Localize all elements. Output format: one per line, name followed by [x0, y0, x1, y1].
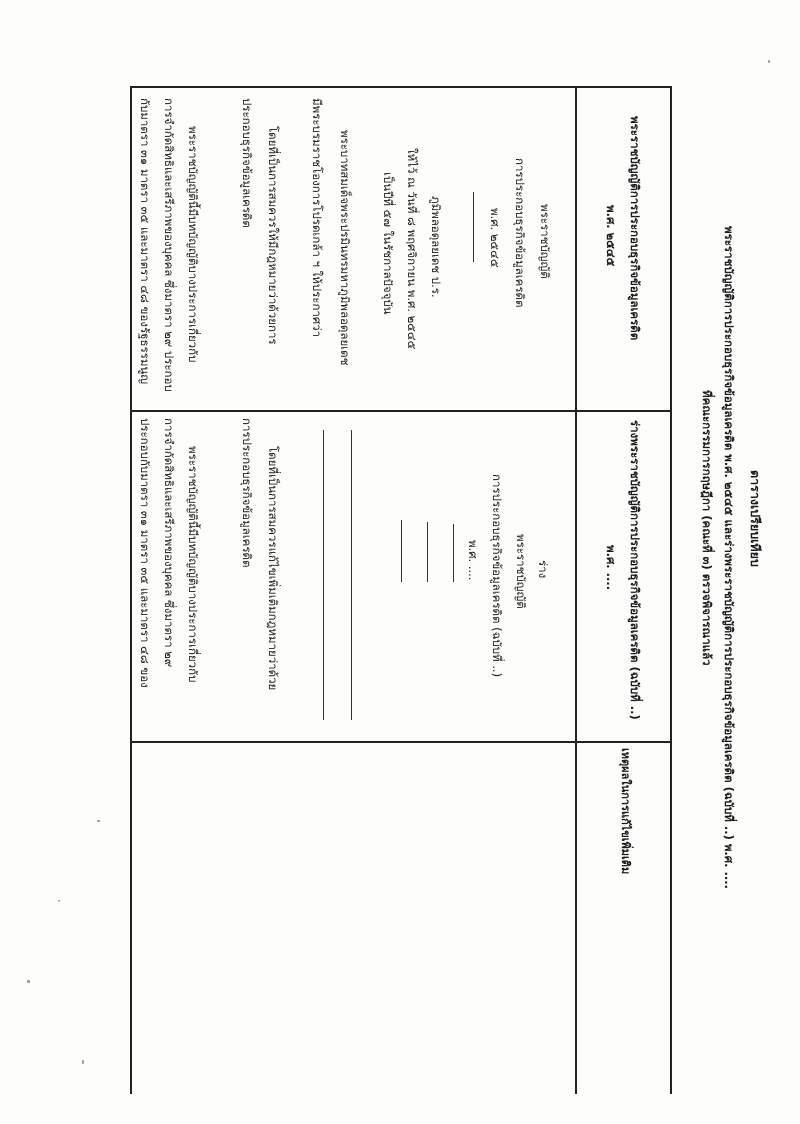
left-column-header-year: พ.ศ. ๒๕๔๕	[604, 205, 618, 267]
scan-speck	[27, 980, 30, 983]
left-royal-name: พระบาทสมเด็จพระปรมินทรมหาภูมิพลอดุลยเดช	[338, 130, 352, 366]
middle-act-name: การประกอบธุรกิจข้อมูลเครดิต (ฉบับที่ ..)	[490, 474, 504, 678]
left-reign: เป็นปีที่ ๕๗ ในรัชกาลปัจจุบัน	[381, 172, 395, 315]
middle-clause-line-2: การจำกัดสิทธิและเสรีภาพของบุคคล ซึ่งมาตรา ๒๙	[162, 418, 176, 668]
table-bottom-border	[131, 86, 133, 1094]
document-subtitle-2: ที่คณะกรรมการกฤษฎีกา (คณะที่ ๓) ตรวจพิจารณาแล้ว	[700, 390, 714, 666]
middle-clause-line-1: พระราชบัญญัตินี้มีบทบัญญัติบางประการเกี่ยวกับ	[186, 446, 200, 683]
scan-speck	[58, 900, 60, 902]
middle-act-year: พ.ศ. ....	[466, 540, 480, 581]
left-clause-line-2: การจำกัดสิทธิและเสรีภาพของบุคคล ซึ่งมาตรา ๒๙ ประกอบ	[162, 98, 176, 392]
left-reason-line-1: โดยที่เป็นการสมควรให้มีกฎหมายว่าด้วยการ	[266, 126, 280, 345]
middle-separator-line-3	[401, 520, 402, 582]
left-act-title: พระราชบัญญัติ	[538, 204, 552, 279]
left-column-header: พระราชบัญญัติการประกอบธุรกิจข้อมูลเครดิต	[628, 116, 642, 341]
column-divider-2	[132, 741, 672, 743]
document-subtitle: พระราชบัญญัติการประกอบธุรกิจข้อมูลเครดิต พ.ศ. ๒๕๔๕ และร่างพระราชบัญญัติการประกอบธุรกิจข้อมูลเครดิต (ฉบับที่ ..) พ.ศ. ....	[722, 226, 736, 889]
middle-separator-line-1	[453, 524, 454, 582]
middle-separator-line-4	[351, 430, 352, 720]
middle-draft-label: ร่าง	[536, 560, 550, 579]
left-date: ให้ไว้ ณ วันที่ ๘ พฤศจิกายน พ.ศ. ๒๕๔๕	[405, 148, 419, 350]
left-decree: มีพระบรมราชโองการโปรดเกล้า ฯ ให้ประกาศว่า	[310, 98, 324, 338]
middle-reason-line-1: โดยที่เป็นการสมควรแก้ไขเพิ่มเติมกฎหมายว่าด้วย	[266, 446, 280, 691]
middle-act-title: พระราชบัญญัติ	[514, 534, 528, 609]
left-separator-line	[473, 192, 474, 262]
left-reason-line-2: ประกอบธุรกิจข้อมูลเครดิต	[240, 98, 254, 228]
left-act-name: การประกอบธุรกิจข้อมูลเครดิต	[513, 158, 527, 308]
right-column-header: เหตุผลในการแก้ไขเพิ่มเติม	[619, 748, 632, 875]
middle-column-header: ร่างพระราชบัญญัติการประกอบธุรกิจข้อมูลเครดิต (ฉบับที่ ..)	[628, 420, 642, 720]
left-act-year: พ.ศ. ๒๕๔๕	[488, 208, 502, 268]
left-clause-line-3: กับมาตรา ๓๑ มาตรา ๓๕ และมาตรา ๔๘ ของรัฐธรรมนูญ	[138, 98, 152, 385]
left-king-name: ภูมิพลอดุลยเดช ป.ร.	[429, 196, 443, 298]
table-left-border	[132, 86, 672, 88]
middle-separator-line-2	[427, 522, 428, 582]
scan-speck	[768, 60, 770, 63]
middle-column-header-year: พ.ศ. ....	[604, 545, 618, 591]
left-clause-line-1: พระราชบัญญัตินี้มีบทบัญญัติบางประการเกี่ยวกับ	[186, 126, 200, 363]
scan-speck	[97, 820, 100, 822]
middle-reason-line-2: การประกอบธุรกิจข้อมูลเครดิต	[240, 418, 254, 568]
middle-separator-line-5	[323, 430, 324, 720]
document-title: ตารางเปรียบเทียบ	[748, 470, 763, 567]
table-top-border	[671, 86, 673, 1094]
scan-speck	[82, 1060, 84, 1064]
column-divider-1	[132, 410, 672, 412]
middle-clause-line-3: ประกอบกับมาตรา ๓๑ มาตรา ๓๕ และมาตรา ๔๘ ของ	[138, 418, 152, 688]
table-header-separator	[576, 86, 578, 1094]
